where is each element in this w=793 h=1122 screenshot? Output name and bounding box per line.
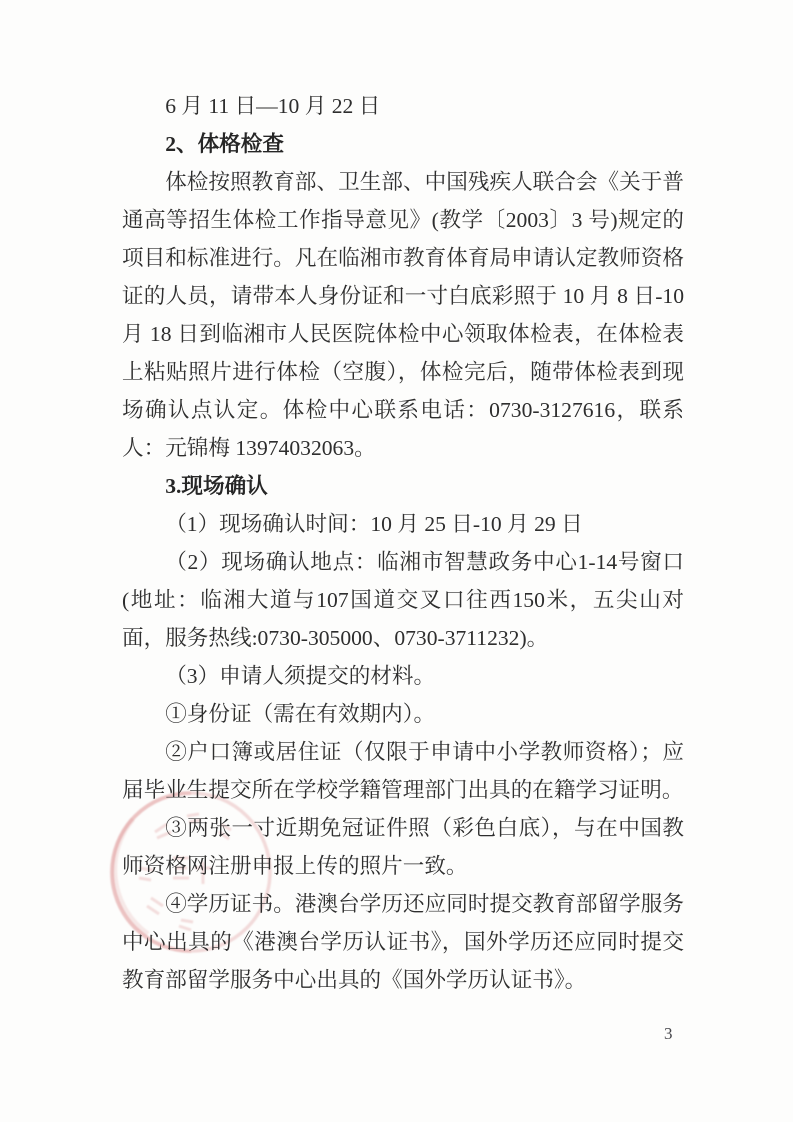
list-item-id-card: ①身份证（需在有效期内）。 xyxy=(165,702,436,726)
paragraph-confirmation-time: （1）现场确认时间：10 月 25 日-10 月 29 日 xyxy=(165,512,583,536)
list-item-photos: ③两张一寸近期免冠证件照（彩色白底），与在中国教师资格网注册申报上传的照片一致。 xyxy=(122,816,684,878)
list-item-diploma: ④学历证书。港澳台学历还应同时提交教育部留学服务中心出具的《港澳台学历认证书》，国外学历还应同时提交教育部留学服务中心出具的《国外学历认证书》。 xyxy=(122,892,684,992)
page-number: 3 xyxy=(664,1024,673,1043)
paragraph-confirmation-location: （2）现场确认地点：临湘市智慧政务中心1-14号窗口(地址：临湘大道与107国道交叉口往西150米，五尖山对面，服务热线:0730-305000、0730-3711232)。 xyxy=(122,550,684,650)
list-item-household-register: ②户口簿或居住证（仅限于申请中小学教师资格）；应届毕业生提交所在学校学籍管理部门出具的在籍学习证明。 xyxy=(122,740,684,802)
document-body xyxy=(122,87,684,999)
paragraph-physical-exam-details: 体检按照教育部、卫生部、中国残疾人联合会《关于普通高等招生体检工作指导意见》(教学〔2003〕3 号)规定的项目和标准进行。凡在临湘市教育体育局申请认定教师资格证的人员，请带本人身份证和一寸白底彩照于 10 月 8 日-10 月 18 日到临湘市人民医院体检中心领取体检表，在体检表上粘贴照片进行体检（空腹），体检完后，随带体检表到现场确认点认定。体检中心联系电话：0730-3127616，联系人：元锦梅 13974032063。 xyxy=(122,170,684,460)
paragraph-required-materials: （3）申请人须提交的材料。 xyxy=(165,664,436,688)
date-range-line: 6 月 11 日—10 月 22 日 xyxy=(165,94,381,118)
heading-onsite-confirmation: 3.现场确认 xyxy=(165,474,268,498)
heading-physical-examination: 2、体格检查 xyxy=(165,132,284,156)
